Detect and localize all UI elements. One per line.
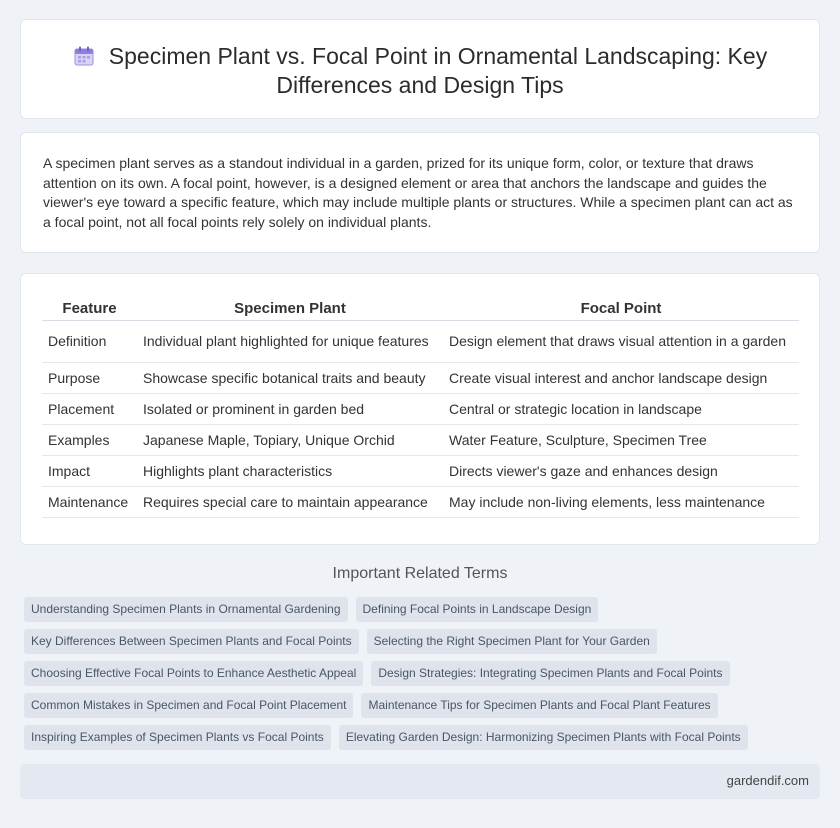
- row-feature: Purpose: [42, 362, 137, 393]
- row-focal-point: Directs viewer's gaze and enhances design: [443, 455, 799, 486]
- related-term-link[interactable]: Selecting the Right Specimen Plant for Your Garden: [367, 629, 657, 654]
- intro-paragraph: A specimen plant serves as a standout individual in a garden, prized for its unique form, color, or texture that draws attention on its own. A focal point, however, is a designed element or area that anchors the landscape and guides the viewer's eye toward a specific feature, which may include multiple plants or structures. While a specimen plant can act as a focal point, not all focal points rely solely on individual plants.: [43, 155, 793, 230]
- table-header-row: [42, 294, 799, 320]
- header-card: [20, 19, 820, 119]
- table-row: [42, 455, 799, 486]
- tag-row: [24, 629, 824, 661]
- row-feature: Impact: [42, 455, 137, 486]
- related-terms-title: Important Related Terms: [332, 565, 508, 582]
- header: [21, 42, 819, 100]
- related-terms-list: [24, 597, 824, 757]
- comparison-table: [42, 294, 799, 518]
- row-focal-point: Create visual interest and anchor landscape design: [443, 362, 799, 393]
- page-title: [21, 42, 819, 100]
- row-specimen-plant: Isolated or prominent in garden bed: [137, 393, 443, 424]
- header-focal-point: Focal Point: [443, 294, 799, 320]
- row-focal-point: Water Feature, Sculpture, Specimen Tree: [443, 424, 799, 455]
- row-specimen-plant: Requires special care to maintain appearance: [137, 486, 443, 517]
- tag-row: [24, 661, 824, 693]
- comparison-card: [20, 273, 820, 545]
- row-feature: Maintenance: [42, 486, 137, 517]
- footer: [20, 764, 820, 799]
- table-row: [42, 362, 799, 393]
- site-name[interactable]: gardendif.com: [726, 773, 809, 788]
- related-term-link[interactable]: Maintenance Tips for Specimen Plants and Focal Plant Features: [361, 693, 717, 718]
- related-term-link[interactable]: Understanding Specimen Plants in Ornamental Gardening: [24, 597, 348, 622]
- table-row: [42, 393, 799, 424]
- related-term-link[interactable]: Elevating Garden Design: Harmonizing Specimen Plants with Focal Points: [339, 725, 748, 750]
- table-row: [42, 424, 799, 455]
- tag-row: [24, 693, 824, 725]
- related-term-link[interactable]: Inspiring Examples of Specimen Plants vs Focal Points: [24, 725, 331, 750]
- table-row: [42, 320, 799, 362]
- row-focal-point: Design element that draws visual attention in a garden: [443, 320, 799, 362]
- table-row: [42, 486, 799, 517]
- row-focal-point: Central or strategic location in landscape: [443, 393, 799, 424]
- tag-row: [24, 597, 824, 629]
- related-term-link[interactable]: Choosing Effective Focal Points to Enhance Aesthetic Appeal: [24, 661, 363, 686]
- related-term-link[interactable]: Defining Focal Points in Landscape Design: [356, 597, 599, 622]
- intro-card: [20, 132, 820, 253]
- header-specimen-plant: Specimen Plant: [137, 294, 443, 320]
- row-feature: Placement: [42, 393, 137, 424]
- row-specimen-plant: Japanese Maple, Topiary, Unique Orchid: [137, 424, 443, 455]
- tag-row: [24, 725, 824, 757]
- header-feature: Feature: [42, 294, 137, 320]
- row-feature: Examples: [42, 424, 137, 455]
- related-term-link[interactable]: Key Differences Between Specimen Plants and Focal Points: [24, 629, 359, 654]
- page-title-text: Specimen Plant vs. Focal Point in Ornamental Landscaping: Key Differences and Design Tips: [108, 43, 768, 98]
- calendar-icon: [73, 45, 95, 67]
- row-specimen-plant: Showcase specific botanical traits and beauty: [137, 362, 443, 393]
- row-feature: Definition: [42, 320, 137, 362]
- row-specimen-plant: Individual plant highlighted for unique features: [137, 320, 443, 362]
- related-term-link[interactable]: Design Strategies: Integrating Specimen Plants and Focal Points: [371, 661, 729, 686]
- row-focal-point: May include non-living elements, less maintenance: [443, 486, 799, 517]
- related-term-link[interactable]: Common Mistakes in Specimen and Focal Point Placement: [24, 693, 353, 718]
- row-specimen-plant: Highlights plant characteristics: [137, 455, 443, 486]
